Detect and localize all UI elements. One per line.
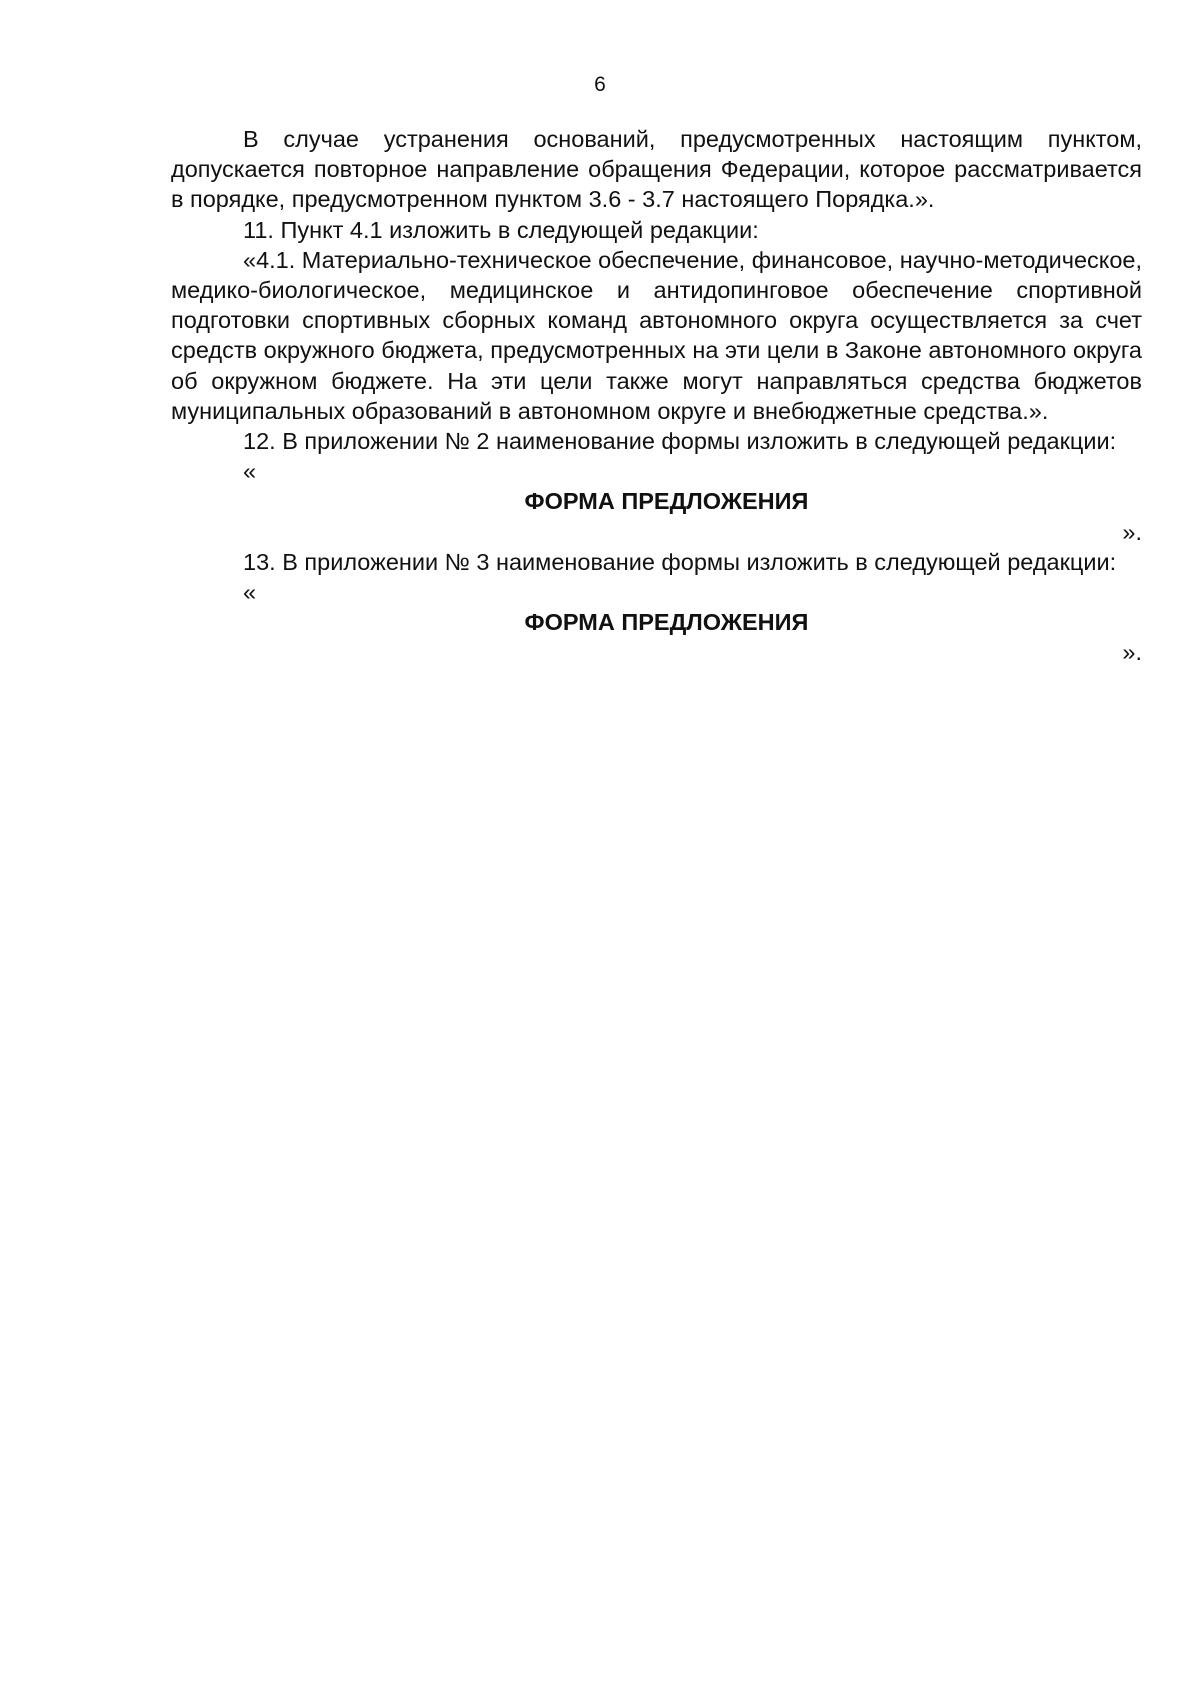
paragraph-item-4-1-text: «4.1. Материально-техническое обеспечение, финансовое, научно-методическое, медико-биологическое, медицинское и антидопинговое обеспечение спортивной подготовки спортивных сборных команд автономного округа осуществляется за счет средств окружного бюджета, предусмотренных на эти цели в Законе автономного округа об окружном бюджете. На эти цели также могут направляться средства бюджетов муниципальных образований в автономном округе и внебюджетные средства.». — [171, 246, 1142, 424]
paragraph-item-12: 12. В приложении № 2 наименование формы изложить в следующей редакции: — [243, 428, 1117, 455]
document-body — [171, 124, 1142, 668]
form-title: ФОРМА ПРЕДЛОЖЕНИЯ — [524, 488, 809, 515]
open-quote: « — [243, 579, 257, 605]
paragraph-item-13: 13. В приложении № 3 наименование формы изложить в следующей редакции: — [243, 548, 1117, 575]
paragraph-item-11: 11. Пункт 4.1 изложить в следующей редакции: — [243, 216, 759, 243]
form-title: ФОРМА ПРЕДЛОЖЕНИЯ — [524, 609, 809, 636]
close-quote: ». — [1122, 518, 1142, 545]
page-number: 6 — [594, 73, 606, 96]
open-quote: « — [243, 458, 257, 485]
close-quote: ». — [1122, 639, 1142, 666]
paragraph-grounds-elimination: В случае устранения оснований, предусмотренных настоящим пунктом, допускается повторное направление обращения Федерации, которое рассматривается в порядке, предусмотренном пунктом 3.6 - 3.7 настоящего Порядка.». — [171, 126, 1142, 213]
